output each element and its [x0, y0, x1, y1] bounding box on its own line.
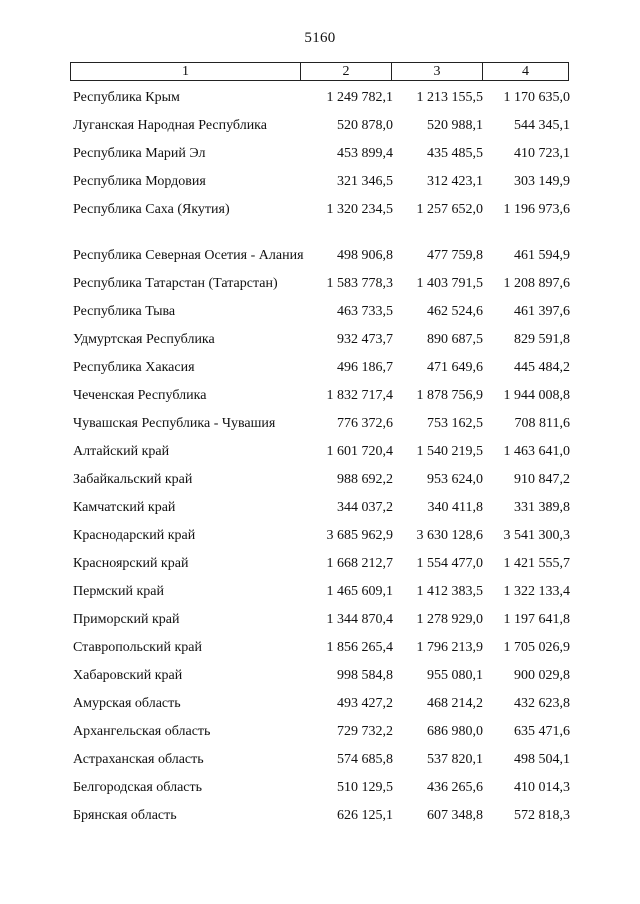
value-col-3: 607 348,8: [427, 808, 483, 823]
value-col-2: 520 878,0: [337, 118, 393, 133]
value-col-2: 1 668 212,7: [326, 556, 393, 571]
region-name: Республика Тыва: [73, 304, 176, 319]
value-col-4: 1 705 026,9: [503, 640, 570, 655]
value-col-3: 953 624,0: [427, 472, 483, 487]
table-row: [70, 84, 570, 112]
value-col-3: 1 878 756,9: [416, 388, 483, 403]
region-name: Архангельская область: [73, 724, 211, 739]
value-col-4: 1 322 133,4: [503, 584, 570, 599]
region-name: Чувашская Республика - Чувашия: [73, 416, 276, 431]
value-col-4: 900 029,8: [514, 668, 570, 683]
value-col-4: 445 484,2: [514, 360, 570, 375]
value-col-2: 1 601 720,4: [326, 444, 393, 459]
value-col-3: 468 214,2: [427, 696, 483, 711]
region-name: Астраханская область: [73, 752, 204, 767]
region-name: Республика Крым: [73, 90, 180, 105]
value-col-2: 1 583 778,3: [326, 276, 393, 291]
region-name: Республика Татарстан (Татарстан): [73, 276, 278, 291]
region-name: Забайкальский край: [73, 472, 193, 487]
value-col-2: 321 346,5: [337, 174, 393, 189]
value-col-4: 498 504,1: [514, 752, 570, 767]
value-col-2: 1 249 782,1: [326, 90, 393, 105]
value-col-4: 635 471,6: [514, 724, 570, 739]
value-col-2: 3 685 962,9: [326, 528, 393, 543]
value-col-3: 477 759,8: [427, 248, 483, 263]
value-col-2: 1 832 717,4: [326, 388, 393, 403]
column-header-2: 2: [300, 63, 391, 80]
value-col-4: 303 149,9: [514, 174, 570, 189]
value-col-3: 462 524,6: [427, 304, 483, 319]
table-row: [70, 224, 570, 270]
value-col-2: 932 473,7: [337, 332, 393, 347]
value-col-2: 1 856 265,4: [326, 640, 393, 655]
value-col-4: 1 170 635,0: [503, 90, 570, 105]
value-col-3: 1 796 213,9: [416, 640, 483, 655]
value-col-3: 753 162,5: [427, 416, 483, 431]
region-name: Хабаровский край: [73, 668, 183, 683]
value-col-2: 496 186,7: [337, 360, 393, 375]
region-name: Брянская область: [73, 808, 177, 823]
value-col-4: 1 196 973,6: [503, 202, 570, 217]
table-row: [70, 354, 570, 382]
value-col-4: 331 389,8: [514, 500, 570, 515]
region-name: Алтайский край: [73, 444, 170, 459]
region-name: Чеченская Республика: [73, 388, 207, 403]
value-col-3: 520 988,1: [427, 118, 483, 133]
value-col-4: 461 397,6: [514, 304, 570, 319]
value-col-4: 1 208 897,6: [503, 276, 570, 291]
value-col-2: 776 372,6: [337, 416, 393, 431]
column-header-3: 3: [391, 63, 482, 80]
value-col-4: 572 818,3: [514, 808, 570, 823]
table-row: [70, 410, 570, 438]
value-col-3: 1 257 652,0: [416, 202, 483, 217]
region-name: Республика Северная Осетия - Алания: [73, 248, 304, 263]
table-row: [70, 382, 570, 410]
value-col-3: 1 213 155,5: [416, 90, 483, 105]
region-name: Республика Хакасия: [73, 360, 195, 375]
value-col-3: 340 411,8: [427, 500, 483, 515]
table-row: [70, 578, 570, 606]
region-name: Амурская область: [73, 696, 181, 711]
table-header: [70, 62, 569, 81]
value-col-4: 432 623,8: [514, 696, 570, 711]
table-row: [70, 466, 570, 494]
value-col-4: 461 594,9: [514, 248, 570, 263]
value-col-3: 537 820,1: [427, 752, 483, 767]
table-row: [70, 270, 570, 298]
table-row: [70, 438, 570, 466]
value-col-4: 3 541 300,3: [503, 528, 570, 543]
column-header-4: 4: [482, 63, 568, 80]
value-col-3: 890 687,5: [427, 332, 483, 347]
value-col-3: 1 540 219,5: [416, 444, 483, 459]
table-row: [70, 802, 570, 830]
value-col-3: 1 278 929,0: [416, 612, 483, 627]
value-col-4: 1 463 641,0: [503, 444, 570, 459]
value-col-2: 626 125,1: [337, 808, 393, 823]
value-col-2: 1 465 609,1: [326, 584, 393, 599]
value-col-2: 493 427,2: [337, 696, 393, 711]
table-row: [70, 774, 570, 802]
value-col-2: 453 899,4: [337, 146, 393, 161]
value-col-3: 436 265,6: [427, 780, 483, 795]
value-col-4: 708 811,6: [514, 416, 570, 431]
value-col-3: 3 630 128,6: [416, 528, 483, 543]
value-col-4: 829 591,8: [514, 332, 570, 347]
value-col-4: 1 197 641,8: [503, 612, 570, 627]
region-name: Ставропольский край: [73, 640, 202, 655]
table-row: [70, 634, 570, 662]
value-col-3: 1 403 791,5: [416, 276, 483, 291]
region-name: Пермский край: [73, 584, 164, 599]
value-col-3: 435 485,5: [427, 146, 483, 161]
column-header-1: 1: [182, 64, 189, 79]
value-col-2: 510 129,5: [337, 780, 393, 795]
table-row: [70, 606, 570, 634]
table-body: [70, 84, 570, 830]
region-name: Удмуртская Республика: [73, 332, 215, 347]
region-name: Белгородская область: [73, 780, 203, 795]
value-col-2: 988 692,2: [337, 472, 393, 487]
region-name: Краснодарский край: [73, 528, 196, 543]
value-col-2: 1 320 234,5: [326, 202, 393, 217]
table-row: [70, 326, 570, 354]
value-col-2: 498 906,8: [337, 248, 393, 263]
value-col-3: 955 080,1: [427, 668, 483, 683]
region-name: Республика Марий Эл: [73, 146, 206, 161]
value-col-2: 344 037,2: [337, 500, 393, 515]
value-col-2: 1 344 870,4: [326, 612, 393, 627]
table-row: [70, 112, 570, 140]
value-col-4: 544 345,1: [514, 118, 570, 133]
value-col-4: 1 421 555,7: [503, 556, 570, 571]
table-row: [70, 662, 570, 690]
region-name: Республика Саха (Якутия): [73, 202, 230, 217]
value-col-3: 686 980,0: [427, 724, 483, 739]
table-row: [70, 298, 570, 326]
region-name: Красноярский край: [73, 556, 189, 571]
value-col-4: 410 723,1: [514, 146, 570, 161]
value-col-3: 1 554 477,0: [416, 556, 483, 571]
page-number: 5160: [304, 30, 336, 46]
table-row: [70, 140, 570, 168]
table-row: [70, 522, 570, 550]
value-col-3: 1 412 383,5: [416, 584, 483, 599]
value-col-3: 312 423,1: [427, 174, 483, 189]
value-col-2: 729 732,2: [337, 724, 393, 739]
value-col-4: 410 014,3: [514, 780, 570, 795]
region-name: Камчатский край: [73, 500, 176, 515]
region-name: Республика Мордовия: [73, 174, 206, 189]
table-row: [70, 196, 570, 224]
value-col-2: 998 584,8: [337, 668, 393, 683]
value-col-2: 574 685,8: [337, 752, 393, 767]
value-col-4: 910 847,2: [514, 472, 570, 487]
table-row: [70, 718, 570, 746]
value-col-2: 463 733,5: [337, 304, 393, 319]
table-row: [70, 746, 570, 774]
region-name: Приморский край: [73, 612, 180, 627]
table-row: [70, 690, 570, 718]
table-row: [70, 168, 570, 196]
value-col-4: 1 944 008,8: [503, 388, 570, 403]
table-row: [70, 494, 570, 522]
table-row: [70, 550, 570, 578]
value-col-3: 471 649,6: [427, 360, 483, 375]
region-name: Луганская Народная Республика: [73, 118, 267, 133]
